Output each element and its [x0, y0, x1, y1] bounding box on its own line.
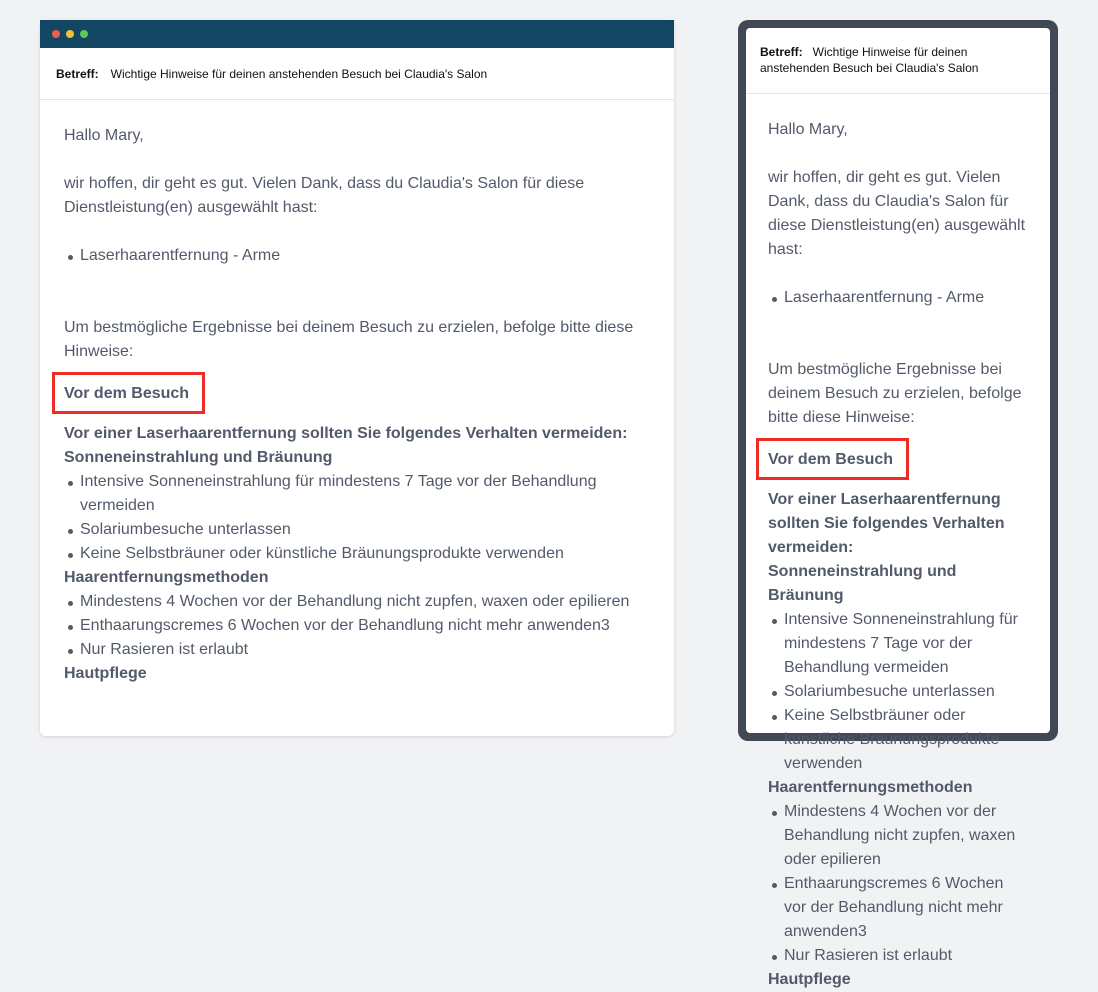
sun-list — [768, 608, 1028, 776]
skin-heading: Hautpflege — [64, 665, 147, 682]
subject-label: Betreff: — [56, 67, 99, 81]
sun-heading: Sonneneinstrahlung und Bräunung — [64, 449, 333, 466]
mobile-screen — [746, 28, 1050, 988]
desktop-preview — [40, 20, 674, 736]
instructions-intro: Um bestmögliche Ergebnisse bei deinem Besuch zu erzielen, befolge bitte diese Hinweise: — [768, 361, 1022, 426]
hair-list — [64, 590, 650, 662]
service-list — [768, 286, 1028, 310]
list-item: Intensive Sonneneinstrahlung für mindestens 7 Tage vor der Behandlung vermeiden — [80, 470, 650, 518]
avoid-heading: Vor einer Laserhaarentfernung sollten Sie folgendes Verhalten vermeiden: — [768, 491, 1005, 556]
list-item: Enthaarungscremes 6 Wochen vor der Behandlung nicht mehr anwenden3 — [784, 872, 1028, 944]
close-window-icon[interactable] — [52, 30, 60, 38]
service-list — [64, 244, 650, 268]
list-item: Intensive Sonneneinstrahlung für mindestens 7 Tage vor der Behandlung vermeiden — [784, 608, 1028, 680]
list-item: Laserhaarentfernung - Arme — [784, 286, 1028, 310]
hair-list — [768, 800, 1028, 968]
list-item: Keine Selbstbräuner oder künstliche Bräunungsprodukte verwenden — [80, 542, 650, 566]
subject-row — [40, 48, 674, 100]
intro-text: wir hoffen, dir geht es gut. Vielen Dank, dass du Claudia's Salon für diese Dienstleistung(en) ausgewählt hast: — [64, 175, 585, 216]
instructions-intro: Um bestmögliche Ergebnisse bei deinem Besuch zu erzielen, befolge bitte diese Hinweise: — [64, 319, 634, 360]
greeting: Hallo Mary, — [64, 127, 144, 144]
list-item: Nur Rasieren ist erlaubt — [784, 944, 1028, 968]
email-body — [40, 100, 674, 686]
avoid-heading: Vor einer Laserhaarentfernung sollten Sie folgendes Verhalten vermeiden: — [64, 425, 628, 442]
list-item: Solariumbesuche unterlassen — [784, 680, 1028, 704]
skin-heading: Hautpflege — [768, 971, 851, 988]
maximize-window-icon[interactable] — [80, 30, 88, 38]
list-item: Mindestens 4 Wochen vor der Behandlung nicht zupfen, waxen oder epilieren — [784, 800, 1028, 872]
intro-text: wir hoffen, dir geht es gut. Vielen Dank, dass du Claudia's Salon für diese Dienstleistung(en) ausgewählt hast: — [768, 169, 1026, 258]
list-item: Solariumbesuche unterlassen — [80, 518, 650, 542]
section-heading: Vor dem Besuch — [756, 438, 909, 480]
hair-heading: Haarentfernungsmethoden — [768, 779, 973, 796]
list-item: Enthaarungscremes 6 Wochen vor der Behandlung nicht mehr anwenden3 — [80, 614, 650, 638]
mobile-preview — [738, 20, 1058, 988]
subject-text: Wichtige Hinweise für deinen anstehenden Besuch bei Claudia's Salon — [110, 67, 488, 81]
list-item: Mindestens 4 Wochen vor der Behandlung nicht zupfen, waxen oder epilieren — [80, 590, 650, 614]
minimize-window-icon[interactable] — [66, 30, 74, 38]
email-body — [746, 94, 1050, 992]
subject-label: Betreff: — [760, 45, 803, 59]
window-titlebar — [40, 20, 674, 48]
hair-heading: Haarentfernungsmethoden — [64, 569, 269, 586]
list-item: Nur Rasieren ist erlaubt — [80, 638, 650, 662]
greeting: Hallo Mary, — [768, 121, 848, 138]
section-heading: Vor dem Besuch — [52, 372, 205, 414]
sun-heading: Sonneneinstrahlung und Bräunung — [768, 563, 957, 604]
subject-row — [746, 28, 1050, 94]
sun-list — [64, 470, 650, 566]
subject-text: Wichtige Hinweise für deinen anstehenden Besuch bei Claudia's Salon — [760, 45, 979, 75]
list-item: Laserhaarentfernung - Arme — [80, 244, 650, 268]
list-item: Keine Selbstbräuner oder künstliche Bräunungsprodukte verwenden — [784, 704, 1028, 776]
